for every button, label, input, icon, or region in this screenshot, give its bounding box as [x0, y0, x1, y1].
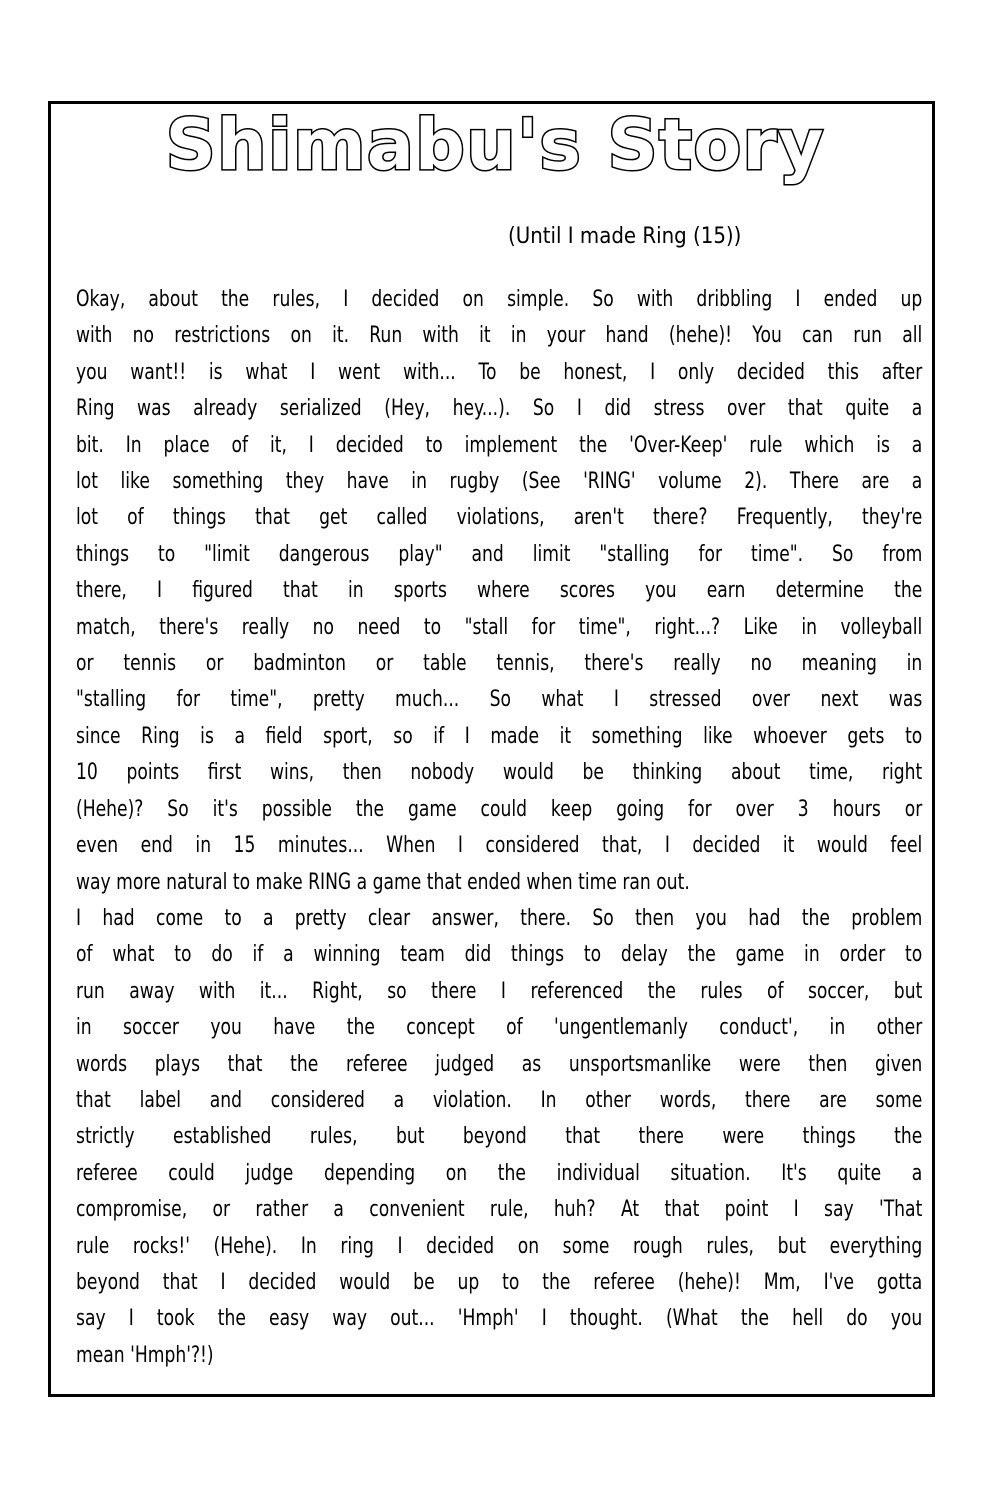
body-line: strictly established rules, but beyond that there were things the	[76, 1124, 923, 1150]
body-line: with no restrictions on it. Run with it in your hand (hehe)! You can run all	[76, 323, 923, 349]
body-line: even end in 15 minutes... When I considered that, I decided it would feel	[76, 833, 923, 859]
body-line: bit. In place of it, I decided to implement the 'Over-Keep' rule which is a	[76, 432, 923, 458]
body-line: way more natural to make RING a game that ended when time ran out.	[76, 869, 690, 895]
body-line: words plays that the referee judged as unsportsmanlike were then given	[76, 1051, 923, 1077]
body-line: you want!! is what I went with... To be honest, I only decided this after	[76, 359, 923, 385]
body-line: mean 'Hmph'?!)	[76, 1342, 214, 1368]
body-line: since Ring is a field sport, so if I made it something like whoever gets to	[76, 723, 923, 749]
story-body	[76, 282, 923, 1374]
body-line: compromise, or rather a convenient rule, huh? At that point I say 'That	[76, 1197, 923, 1223]
body-line: match, there's really no need to "stall for time", right...? Like in volleyball	[76, 614, 923, 640]
subtitle: (Until I made Ring (15))	[508, 224, 742, 249]
body-line: I had come to a pretty clear answer, there. So then you had the problem	[76, 905, 923, 931]
body-line: referee could judge depending on the individual situation. It's quite a	[76, 1160, 923, 1186]
body-line: of what to do if a winning team did things to delay the game in order to	[76, 942, 923, 968]
body-line: say I took the easy way out... 'Hmph' I thought. (What the hell do you	[76, 1306, 923, 1332]
body-line: or tennis or badminton or table tennis, there's really no meaning in	[76, 651, 923, 677]
body-line: (Hehe)? So it's possible the game could keep going for over 3 hours or	[76, 796, 923, 822]
body-line: Okay, about the rules, I decided on simple. So with dribbling I ended up	[76, 287, 923, 312]
page-title: Shimabu's Story	[165, 104, 825, 186]
body-line: that label and considered a violation. In other words, there are some	[76, 1087, 923, 1113]
body-line: there, I figured that in sports where scores you earn determine the	[76, 578, 923, 604]
body-line: beyond that I decided would be up to the referee (hehe)! Mm, I've gotta	[76, 1269, 923, 1295]
body-line: "stalling for time", pretty much... So what I stressed over next was	[76, 687, 923, 713]
body-line: things to "limit dangerous play" and limit "stalling for time". So from	[76, 541, 923, 567]
body-line: run away with it... Right, so there I referenced the rules of soccer, but	[76, 978, 923, 1004]
body-line: 10 points first wins, then nobody would be thinking about time, right	[76, 760, 923, 786]
body-line: Ring was already serialized (Hey, hey...). So I did stress over that quite a	[76, 396, 923, 422]
body-line: lot of things that get called violations, aren't there? Frequently, they're	[76, 505, 923, 531]
body-line: lot like something they have in rugby (See 'RING' volume 2). There are a	[76, 469, 923, 495]
body-line: in soccer you have the concept of 'ungentlemanly conduct', in other	[76, 1015, 923, 1041]
body-line: rule rocks!' (Hehe). In ring I decided on some rough rules, but everything	[76, 1233, 923, 1259]
